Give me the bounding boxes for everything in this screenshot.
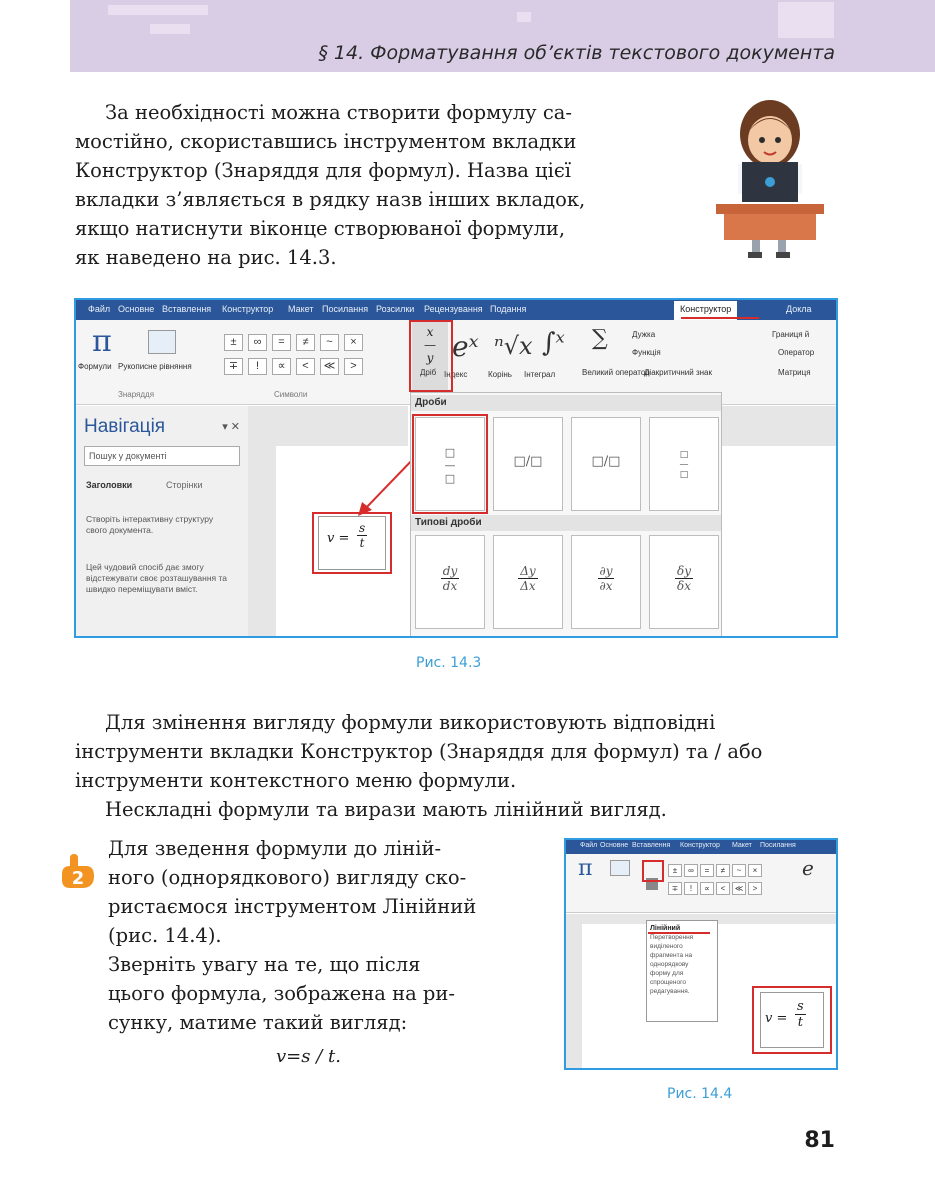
tab-layout[interactable]: Макет <box>288 304 314 314</box>
task-paragraph <box>108 834 518 1037</box>
page-number: 81 <box>804 1128 835 1153</box>
tab-home[interactable]: Основне <box>118 304 155 314</box>
tab-tell-me[interactable]: Докла <box>786 304 812 314</box>
tab-file[interactable]: Файл <box>580 842 598 849</box>
symbol-button[interactable]: ∓ <box>224 358 243 375</box>
tooltip-line: спрощеного <box>650 979 686 986</box>
nav-hint-2: Цей чудовий спосіб дає змогу відстежувати своє розташування та швидко переміщувати вміст. <box>86 562 228 594</box>
tile-numerator: dy <box>442 564 458 578</box>
tile-denominator: δx <box>676 579 691 593</box>
symbol-button[interactable]: ∞ <box>684 864 698 877</box>
tab-mailings[interactable]: Розсилки <box>376 304 415 314</box>
tooltip-line: форму для <box>650 970 684 977</box>
symbol-button[interactable]: > <box>748 882 762 895</box>
decor-dots <box>150 24 190 34</box>
navigation-pane <box>76 406 248 636</box>
text-line: вкладки з’являється в рядку назв інших вкладок, <box>75 188 586 211</box>
figure-14-3-screenshot <box>74 298 838 638</box>
script-icon[interactable]: eˣ <box>452 330 479 363</box>
formula-denominator: t <box>359 536 365 550</box>
linear-formula: v=s / t. <box>276 1046 341 1067</box>
symbol-button[interactable]: ± <box>224 334 243 351</box>
symbol-button[interactable]: ≠ <box>716 864 730 877</box>
function-button[interactable]: Функція <box>632 348 661 357</box>
diff-delta-tile[interactable] <box>493 535 563 629</box>
tab-equation-design[interactable]: Конструктор <box>674 301 737 320</box>
paragraph-2 <box>75 708 837 824</box>
figure-14-4-caption: Рис. 14.4 <box>667 1086 733 1102</box>
bracket-button[interactable]: Дужка <box>632 330 656 339</box>
tab-references[interactable]: Посилання <box>322 304 369 314</box>
handwritten-icon[interactable] <box>610 860 630 876</box>
text-line: як наведено на рис. 14.3. <box>75 246 337 269</box>
linear-tooltip <box>646 920 718 1022</box>
text-line: сунку, матиме такий вигляд: <box>108 1011 408 1034</box>
tile-numerator: ∂y <box>599 564 613 578</box>
fraction-icon: x — y <box>424 325 436 365</box>
text-line: Для зведення формули до лінiй- <box>108 837 442 860</box>
group-tools-label: Знаряддя <box>118 390 155 399</box>
symbol-button[interactable]: < <box>296 358 315 375</box>
operator-button[interactable]: Оператор <box>778 348 815 357</box>
underline-marker <box>648 932 710 934</box>
formula-label: Формули <box>78 362 112 371</box>
text-line: Зверніть увагу на те, що після <box>108 953 421 976</box>
large-operator-label: Великий оператор <box>582 368 650 377</box>
formula-numerator: s <box>797 999 804 1014</box>
tooltip-line: виділеного <box>650 943 683 950</box>
text-line: Конструктор (Знаряддя для формул). Назва цієї <box>75 159 571 182</box>
integral-icon[interactable]: ∫ˣ <box>542 328 565 358</box>
text-line: інструменти вкладки Конструктор (Знаряддя для формул) та / або <box>75 740 763 763</box>
tab-design[interactable]: Конструктор <box>222 304 274 314</box>
fraction-stacked-tile[interactable]: □ — □ <box>415 417 485 511</box>
text-line: ристаємося інструментом Лінійний <box>108 895 477 918</box>
tab-references[interactable]: Посилання <box>760 842 796 849</box>
group-symbols-label: Символи <box>274 390 308 399</box>
symbol-button[interactable]: ≠ <box>296 334 315 351</box>
fraction-linear-tile[interactable]: □/□ <box>571 417 641 511</box>
script-icon[interactable]: e <box>802 856 814 880</box>
symbol-button[interactable]: ≪ <box>732 882 746 895</box>
gallery-heading-fractions: Дроби <box>411 395 721 411</box>
text-line: (рис. 14.4). <box>108 924 222 947</box>
text-line: мостійно, скориставшись інструментом вкладки <box>75 130 577 153</box>
nav-title: Навігація <box>84 416 166 437</box>
text-line: цього формула, зображена на ри- <box>108 982 456 1005</box>
decor-dots <box>108 5 208 15</box>
tab-headings[interactable]: Заголовки <box>86 480 133 490</box>
formula-highlight <box>312 512 392 574</box>
integral-label: Інтеграл <box>524 370 556 379</box>
tooltip-line: редагування. <box>650 988 690 995</box>
pi-icon[interactable]: π <box>92 324 112 359</box>
symbol-button[interactable]: ∝ <box>700 882 714 895</box>
figure-14-4-screenshot <box>564 838 838 1070</box>
sum-icon[interactable]: ∑ <box>592 326 608 351</box>
handwritten-icon[interactable] <box>148 330 176 354</box>
symbol-button[interactable]: ∓ <box>668 882 682 895</box>
page-right <box>722 446 836 636</box>
symbol-button[interactable]: ± <box>668 864 682 877</box>
handwritten-label: Рукописне рівняння <box>118 362 192 371</box>
ribbon-tab-bar <box>566 840 836 854</box>
symbol-button[interactable]: = <box>272 334 291 351</box>
tab-layout[interactable]: Макет <box>732 842 752 849</box>
tile-denominator: ∂x <box>599 579 613 593</box>
text-line: За необхідності можна створити формулу са- <box>105 101 572 124</box>
symbol-button[interactable]: ~ <box>320 334 339 351</box>
diff-dy-dx-tile[interactable] <box>415 535 485 629</box>
intro-paragraph <box>75 98 665 272</box>
tile-numerator: δy <box>676 564 691 578</box>
hand-pointer-icon <box>56 852 100 892</box>
text-line: Нескладні формули та вирази мають лінійний вигляд. <box>105 798 667 821</box>
tab-design[interactable]: Конструктор <box>680 842 720 849</box>
tab-insert[interactable]: Вставлення <box>162 304 212 314</box>
nav-hint-1: Створіть інтерактивну структуру свого документа. <box>86 514 214 535</box>
formula-denominator: t <box>797 1015 803 1030</box>
tab-view[interactable]: Подання <box>490 304 527 314</box>
formula-lhs: v = <box>765 1011 788 1026</box>
fraction-small-tile[interactable]: □ — □ <box>649 417 719 511</box>
tab-file[interactable]: Файл <box>88 304 111 314</box>
underline-marker <box>681 317 759 319</box>
accent-button[interactable]: Діакритичний знак <box>644 368 712 377</box>
tooltip-line: Перетворення <box>650 934 694 941</box>
decor-dots <box>517 12 531 22</box>
index-label: Індекс <box>444 370 468 379</box>
text-line: ного (однорядкового) вигляду ско- <box>108 866 467 889</box>
gallery-heading-typical: Типові дроби <box>411 515 721 531</box>
root-label: Корінь <box>488 370 512 379</box>
pi-icon[interactable]: π <box>578 856 593 881</box>
symbol-button[interactable]: ~ <box>732 864 746 877</box>
text-line: якщо натиснути віконце створюваної формули, <box>75 217 566 240</box>
formula-numerator: s <box>359 521 366 535</box>
matrix-button[interactable]: Матриця <box>778 368 811 377</box>
student-illustration <box>712 92 832 262</box>
fraction-skewed-tile[interactable]: □/□ <box>493 417 563 511</box>
tooltip-line: фрагмента на <box>650 952 693 959</box>
section-title: § 14. Форматування об’єктів текстового документа <box>318 42 835 64</box>
document-right-margin <box>722 406 836 636</box>
figure-14-3-caption: Рис. 14.3 <box>416 655 482 671</box>
fraction-label: Дріб <box>420 368 437 377</box>
diff-partial-tile[interactable] <box>571 535 641 629</box>
stacked-fraction-highlight <box>412 414 488 514</box>
symbol-button[interactable]: ≪ <box>320 358 339 375</box>
symbol-button[interactable]: > <box>344 358 363 375</box>
symbol-button[interactable]: = <box>700 864 714 877</box>
text-line: Для змінення вигляду формули використовують відповідні <box>105 711 716 734</box>
limit-button[interactable]: Границя й <box>772 330 810 339</box>
tile-numerator: Δy <box>520 564 536 578</box>
tab-pages[interactable]: Сторінки <box>166 480 203 490</box>
tile-denominator: dx <box>442 579 458 593</box>
ribbon <box>566 854 836 913</box>
tab-home[interactable]: Основне <box>600 842 629 849</box>
symbol-button[interactable]: ∞ <box>248 334 267 351</box>
decor-dots <box>778 2 834 38</box>
formula-lhs: v = <box>327 531 350 546</box>
symbol-button[interactable]: < <box>716 882 730 895</box>
search-input[interactable]: Пошук у документі <box>84 446 240 466</box>
symbol-button[interactable]: ! <box>684 882 698 895</box>
close-icon[interactable]: ▾ ✕ <box>222 421 240 433</box>
tooltip-title: Лінійний <box>650 925 681 932</box>
symbol-button[interactable]: ∝ <box>272 358 291 375</box>
tile-denominator: Δx <box>520 579 536 593</box>
tab-review[interactable]: Рецензування <box>424 304 483 314</box>
symbol-button[interactable]: × <box>748 864 762 877</box>
formula-highlight <box>752 986 832 1054</box>
task-number: 2 <box>71 868 85 889</box>
linear-highlight <box>642 860 664 882</box>
diff-small-delta-tile[interactable] <box>649 535 719 629</box>
symbol-button[interactable]: × <box>344 334 363 351</box>
fraction-highlight <box>409 320 453 392</box>
tooltip-line: однорядкову <box>650 961 689 968</box>
text-line: інструменти контекстного меню формули. <box>75 769 517 792</box>
symbol-button[interactable]: ! <box>248 358 267 375</box>
radical-icon[interactable]: ⁿ√x <box>494 332 533 360</box>
tab-insert[interactable]: Вставлення <box>632 842 671 849</box>
